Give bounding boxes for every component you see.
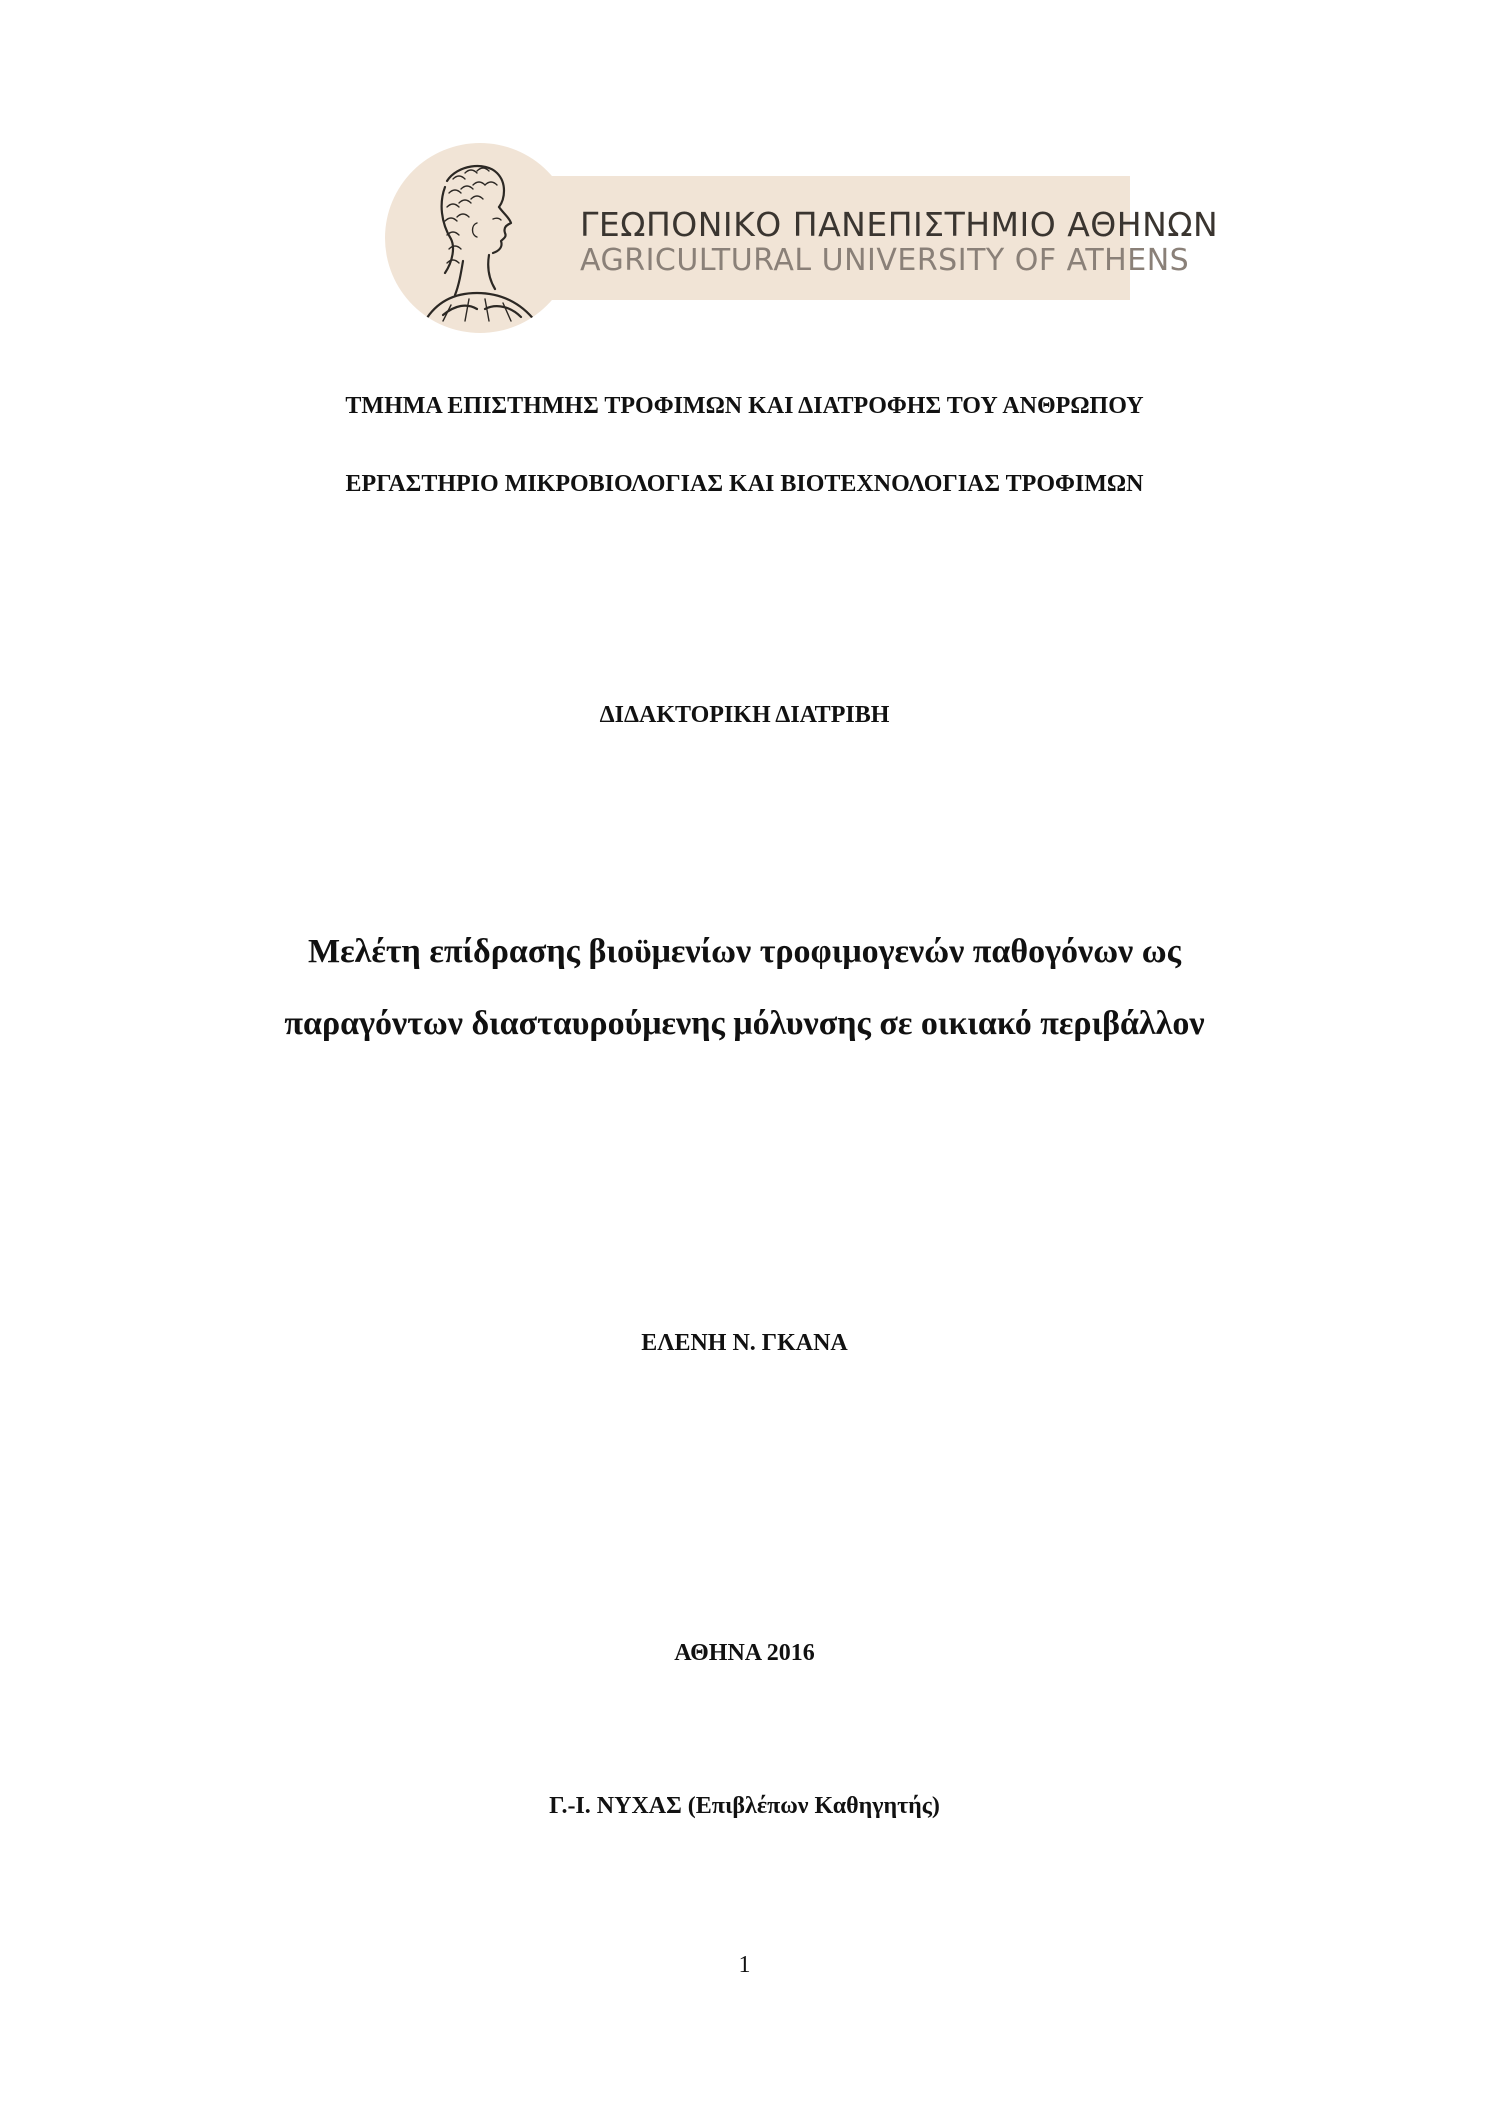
supervisor: Γ.-Ι. ΝΥΧΑΣ (Επιβλέπων Καθηγητής): [549, 1793, 940, 1819]
city-year: ΑΘΗΝΑ 2016: [674, 1640, 815, 1666]
page-number: 1: [738, 1952, 751, 1978]
logo-name-greek: ΓΕΩΠΟΝΙΚΟ ΠΑΝΕΠΙΣΤΗΜΙΟ ΑΘΗΝΩΝ: [580, 205, 1219, 244]
department-name: ΤΜΗΜΑ ΕΠΙΣΤΗΜΗΣ ΤΡΟΦΙΜΩΝ ΚΑΙ ΔΙΑΤΡΟΦΗΣ ΤΟΥ ΑΝΘΡΩΠΟΥ: [345, 393, 1144, 419]
logo-name-english: AGRICULTURAL UNIVERSITY OF ATHENS: [580, 243, 1190, 278]
university-logo: [385, 143, 1219, 333]
document-type: ΔΙΔΑΚΤΟΡΙΚΗ ΔΙΑΤΡΙΒΗ: [599, 702, 890, 728]
author-name: ΕΛΕΝΗ Ν. ΓΚΑΝΑ: [641, 1330, 848, 1356]
thesis-title-line-1: Μελέτη επίδρασης βιοϋμενίων τροφιμογενών παθογόνων ως: [308, 933, 1181, 970]
classical-head-emblem-icon: [385, 143, 575, 333]
laboratory-name: ΕΡΓΑΣΤΗΡΙΟ ΜΙΚΡΟΒΙΟΛΟΓΙΑΣ ΚΑΙ ΒΙΟΤΕΧΝΟΛΟΓΙΑΣ ΤΡΟΦΙΜΩΝ: [345, 471, 1144, 497]
thesis-title-line-2: παραγόντων διασταυρούμενης μόλυνσης σε οικιακό περιβάλλον: [284, 1005, 1205, 1042]
